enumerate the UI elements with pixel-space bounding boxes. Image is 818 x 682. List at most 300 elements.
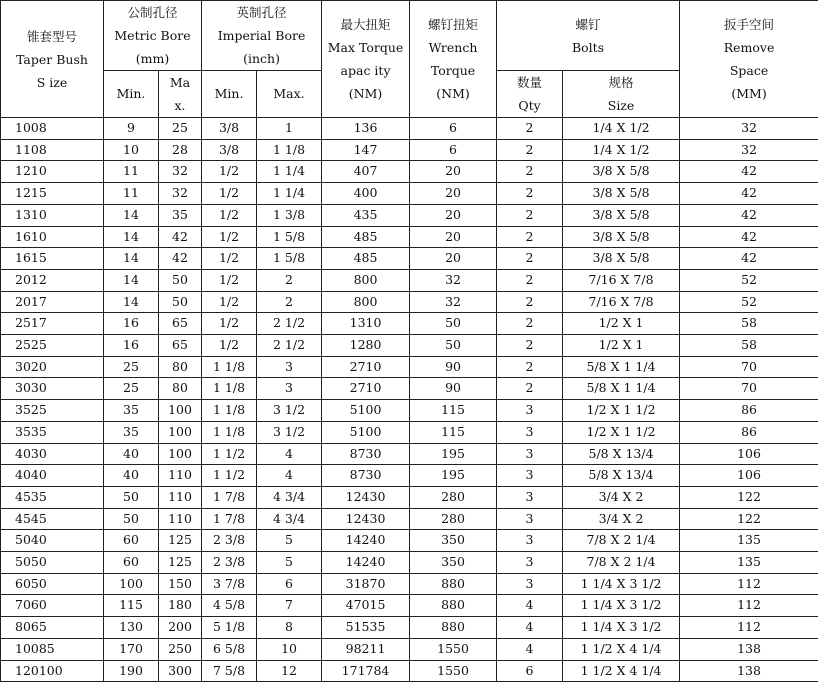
imperial-max-cell: 1 (257, 118, 322, 140)
imperial-max-cell: 5 (257, 552, 322, 574)
max-torque-cell: 407 (322, 161, 410, 183)
wrench-torque-cell: 90 (410, 378, 497, 400)
bush-size-cell: 2525 (1, 335, 104, 357)
imperial-max-cell: 3 1/2 (257, 400, 322, 422)
table-row (1, 183, 818, 205)
header-line: 公制孔径 (104, 1, 201, 24)
table-body (1, 118, 818, 682)
bolt-size-cell: 1/4 X 1/2 (563, 139, 680, 161)
bush-size-cell: 1310 (1, 204, 104, 226)
bolt-qty-cell: 3 (497, 421, 563, 443)
table-row (1, 335, 818, 357)
header-row-1 (1, 1, 818, 71)
header-line: 数量 (497, 71, 562, 94)
bush-size-cell: 5050 (1, 552, 104, 574)
wrench-torque-cell: 350 (410, 530, 497, 552)
metric-max-cell: 250 (159, 638, 202, 660)
metric-min-cell: 100 (104, 573, 159, 595)
bolt-size-cell: 3/8 X 5/8 (563, 226, 680, 248)
metric-min-cell: 50 (104, 508, 159, 530)
table-row (1, 530, 818, 552)
imperial-max-cell: 10 (257, 638, 322, 660)
max-torque-cell: 171784 (322, 660, 410, 682)
imperial-max-cell: 2 1/2 (257, 335, 322, 357)
bolt-qty-cell: 2 (497, 378, 563, 400)
header-line: 最大扭矩 (322, 13, 409, 36)
bolt-size-cell: 5/8 X 1 1/4 (563, 378, 680, 400)
max-torque-cell: 800 (322, 291, 410, 313)
wrench-torque-cell: 32 (410, 291, 497, 313)
wrench-torque-cell: 195 (410, 465, 497, 487)
header-max-torque (322, 1, 410, 118)
wrench-torque-cell: 50 (410, 313, 497, 335)
imperial-min-cell: 1 1/8 (202, 400, 257, 422)
bolt-qty-cell: 4 (497, 617, 563, 639)
header-imperial-min: Min. (202, 71, 257, 118)
bolt-size-cell: 5/8 X 13/4 (563, 465, 680, 487)
bush-size-cell: 6050 (1, 573, 104, 595)
imperial-min-cell: 3/8 (202, 118, 257, 140)
metric-min-cell: 11 (104, 161, 159, 183)
header-line: x. (159, 94, 201, 117)
bolt-qty-cell: 2 (497, 313, 563, 335)
bush-size-cell: 4040 (1, 465, 104, 487)
bolt-size-cell: 1 1/4 X 3 1/2 (563, 617, 680, 639)
imperial-min-cell: 1 1/8 (202, 378, 257, 400)
metric-max-cell: 65 (159, 313, 202, 335)
bolt-size-cell: 1/2 X 1 (563, 313, 680, 335)
header-line: 规格 (563, 71, 679, 94)
imperial-min-cell: 1/2 (202, 226, 257, 248)
remove-space-cell: 106 (680, 443, 818, 465)
header-line: Remove (680, 36, 818, 59)
header-line: 锥套型号 (1, 25, 103, 48)
table-row (1, 204, 818, 226)
bush-size-cell: 1615 (1, 248, 104, 270)
header-line: S ize (1, 71, 103, 94)
bush-size-cell: 2012 (1, 269, 104, 291)
metric-max-cell: 32 (159, 161, 202, 183)
remove-space-cell: 32 (680, 118, 818, 140)
table-row (1, 421, 818, 443)
metric-max-cell: 25 (159, 118, 202, 140)
metric-max-cell: 42 (159, 248, 202, 270)
metric-min-cell: 35 (104, 400, 159, 422)
bolt-qty-cell: 3 (497, 465, 563, 487)
metric-max-cell: 42 (159, 226, 202, 248)
table-row (1, 660, 818, 682)
wrench-torque-cell: 350 (410, 552, 497, 574)
imperial-max-cell: 2 (257, 269, 322, 291)
metric-max-cell: 32 (159, 183, 202, 205)
metric-min-cell: 115 (104, 595, 159, 617)
header-wrench-torque (410, 1, 497, 118)
metric-min-cell: 11 (104, 183, 159, 205)
bolt-size-cell: 1 1/4 X 3 1/2 (563, 595, 680, 617)
bolt-qty-cell: 2 (497, 118, 563, 140)
wrench-torque-cell: 20 (410, 248, 497, 270)
max-torque-cell: 98211 (322, 638, 410, 660)
header-bolts (497, 1, 680, 71)
bush-size-cell: 8065 (1, 617, 104, 639)
remove-space-cell: 70 (680, 378, 818, 400)
header-line: (NM) (322, 82, 409, 105)
metric-max-cell: 125 (159, 552, 202, 574)
metric-max-cell: 28 (159, 139, 202, 161)
bolt-size-cell: 7/8 X 2 1/4 (563, 530, 680, 552)
remove-space-cell: 52 (680, 269, 818, 291)
max-torque-cell: 2710 (322, 378, 410, 400)
imperial-min-cell: 1 1/8 (202, 421, 257, 443)
imperial-min-cell: 7 5/8 (202, 660, 257, 682)
max-torque-cell: 14240 (322, 530, 410, 552)
metric-max-cell: 100 (159, 400, 202, 422)
metric-max-cell: 100 (159, 421, 202, 443)
bolt-qty-cell: 2 (497, 139, 563, 161)
imperial-min-cell: 1/2 (202, 183, 257, 205)
metric-min-cell: 60 (104, 530, 159, 552)
bolt-size-cell: 1/2 X 1 1/2 (563, 421, 680, 443)
wrench-torque-cell: 50 (410, 335, 497, 357)
bolt-qty-cell: 3 (497, 552, 563, 574)
bolt-size-cell: 1 1/4 X 3 1/2 (563, 573, 680, 595)
remove-space-cell: 42 (680, 226, 818, 248)
metric-min-cell: 16 (104, 335, 159, 357)
wrench-torque-cell: 90 (410, 356, 497, 378)
remove-space-cell: 86 (680, 421, 818, 443)
imperial-max-cell: 4 (257, 443, 322, 465)
bolt-size-cell: 3/8 X 5/8 (563, 204, 680, 226)
header-line: Max Torque (322, 36, 409, 59)
header-line: (mm) (104, 47, 201, 70)
metric-max-cell: 110 (159, 508, 202, 530)
header-line: Size (563, 94, 679, 117)
imperial-max-cell: 2 (257, 291, 322, 313)
header-imperial-max: Max. (257, 71, 322, 118)
bush-size-cell: 3030 (1, 378, 104, 400)
table-row (1, 313, 818, 335)
metric-max-cell: 180 (159, 595, 202, 617)
bolt-qty-cell: 2 (497, 269, 563, 291)
max-torque-cell: 1310 (322, 313, 410, 335)
bolt-qty-cell: 3 (497, 508, 563, 530)
max-torque-cell: 1280 (322, 335, 410, 357)
metric-max-cell: 65 (159, 335, 202, 357)
imperial-max-cell: 3 1/2 (257, 421, 322, 443)
imperial-max-cell: 12 (257, 660, 322, 682)
header-line: Torque (410, 59, 496, 82)
max-torque-cell: 400 (322, 183, 410, 205)
max-torque-cell: 800 (322, 269, 410, 291)
table-row (1, 291, 818, 313)
header-line: Bolts (497, 36, 679, 59)
remove-space-cell: 42 (680, 248, 818, 270)
bolt-size-cell: 1/2 X 1 1/2 (563, 400, 680, 422)
imperial-min-cell: 3/8 (202, 139, 257, 161)
imperial-min-cell: 1/2 (202, 269, 257, 291)
metric-max-cell: 300 (159, 660, 202, 682)
imperial-max-cell: 3 (257, 356, 322, 378)
header-line: (NM) (410, 82, 496, 105)
imperial-min-cell: 2 3/8 (202, 552, 257, 574)
max-torque-cell: 5100 (322, 400, 410, 422)
imperial-min-cell: 6 5/8 (202, 638, 257, 660)
metric-min-cell: 10 (104, 139, 159, 161)
bush-size-cell: 1610 (1, 226, 104, 248)
bolt-qty-cell: 3 (497, 443, 563, 465)
metric-max-cell: 80 (159, 378, 202, 400)
metric-max-cell: 80 (159, 356, 202, 378)
table-row (1, 552, 818, 574)
wrench-torque-cell: 280 (410, 508, 497, 530)
imperial-max-cell: 4 (257, 465, 322, 487)
bush-size-cell: 120100 (1, 660, 104, 682)
table-row (1, 356, 818, 378)
imperial-max-cell: 4 3/4 (257, 508, 322, 530)
table-row (1, 638, 818, 660)
remove-space-cell: 135 (680, 552, 818, 574)
remove-space-cell: 106 (680, 465, 818, 487)
metric-min-cell: 14 (104, 248, 159, 270)
remove-space-cell: 58 (680, 313, 818, 335)
imperial-min-cell: 4 5/8 (202, 595, 257, 617)
metric-min-cell: 9 (104, 118, 159, 140)
imperial-min-cell: 1/2 (202, 313, 257, 335)
wrench-torque-cell: 115 (410, 400, 497, 422)
header-imperial-bore (202, 1, 322, 71)
remove-space-cell: 122 (680, 486, 818, 508)
imperial-max-cell: 7 (257, 595, 322, 617)
bush-size-cell: 1008 (1, 118, 104, 140)
max-torque-cell: 8730 (322, 465, 410, 487)
header-bolt-qty (497, 71, 563, 118)
header-line: (MM) (680, 82, 818, 105)
metric-min-cell: 130 (104, 617, 159, 639)
bolt-size-cell: 7/16 X 7/8 (563, 269, 680, 291)
metric-min-cell: 25 (104, 378, 159, 400)
bush-size-cell: 5040 (1, 530, 104, 552)
max-torque-cell: 51535 (322, 617, 410, 639)
metric-min-cell: 14 (104, 204, 159, 226)
bolt-size-cell: 3/8 X 5/8 (563, 183, 680, 205)
wrench-torque-cell: 880 (410, 573, 497, 595)
imperial-max-cell: 1 1/4 (257, 161, 322, 183)
imperial-max-cell: 8 (257, 617, 322, 639)
table-row (1, 378, 818, 400)
remove-space-cell: 70 (680, 356, 818, 378)
metric-min-cell: 16 (104, 313, 159, 335)
metric-min-cell: 14 (104, 291, 159, 313)
imperial-max-cell: 1 1/8 (257, 139, 322, 161)
bolt-qty-cell: 2 (497, 356, 563, 378)
metric-max-cell: 150 (159, 573, 202, 595)
metric-max-cell: 200 (159, 617, 202, 639)
metric-min-cell: 25 (104, 356, 159, 378)
imperial-min-cell: 2 3/8 (202, 530, 257, 552)
header-line: Taper Bush (1, 48, 103, 71)
wrench-torque-cell: 280 (410, 486, 497, 508)
bush-size-cell: 3535 (1, 421, 104, 443)
header-metric-max (159, 71, 202, 118)
remove-space-cell: 32 (680, 139, 818, 161)
header-line: Metric Bore (104, 24, 201, 47)
header-line: 英制孔径 (202, 1, 321, 24)
bolt-qty-cell: 2 (497, 183, 563, 205)
wrench-torque-cell: 20 (410, 183, 497, 205)
header-line: 螺钉扭矩 (410, 13, 496, 36)
bush-size-cell: 10085 (1, 638, 104, 660)
wrench-torque-cell: 1550 (410, 638, 497, 660)
bolt-size-cell: 1 1/2 X 4 1/4 (563, 638, 680, 660)
bolt-qty-cell: 2 (497, 161, 563, 183)
wrench-torque-cell: 6 (410, 118, 497, 140)
bush-size-cell: 3525 (1, 400, 104, 422)
header-line: 扳手空间 (680, 13, 818, 36)
metric-min-cell: 40 (104, 465, 159, 487)
remove-space-cell: 138 (680, 660, 818, 682)
max-torque-cell: 47015 (322, 595, 410, 617)
imperial-max-cell: 1 5/8 (257, 248, 322, 270)
imperial-min-cell: 1 1/2 (202, 443, 257, 465)
bolt-size-cell: 7/8 X 2 1/4 (563, 552, 680, 574)
metric-min-cell: 190 (104, 660, 159, 682)
imperial-min-cell: 1 7/8 (202, 486, 257, 508)
imperial-min-cell: 1/2 (202, 335, 257, 357)
remove-space-cell: 112 (680, 573, 818, 595)
bush-size-cell: 1108 (1, 139, 104, 161)
table-row (1, 508, 818, 530)
max-torque-cell: 12430 (322, 486, 410, 508)
header-line: Space (680, 59, 818, 82)
imperial-min-cell: 1 1/8 (202, 356, 257, 378)
bolt-size-cell: 7/16 X 7/8 (563, 291, 680, 313)
bolt-qty-cell: 4 (497, 595, 563, 617)
header-line: Wrench (410, 36, 496, 59)
imperial-min-cell: 1 1/2 (202, 465, 257, 487)
bolt-qty-cell: 2 (497, 204, 563, 226)
max-torque-cell: 147 (322, 139, 410, 161)
table-row (1, 617, 818, 639)
remove-space-cell: 138 (680, 638, 818, 660)
table-row (1, 161, 818, 183)
table-row (1, 595, 818, 617)
max-torque-cell: 5100 (322, 421, 410, 443)
metric-min-cell: 60 (104, 552, 159, 574)
remove-space-cell: 52 (680, 291, 818, 313)
metric-min-cell: 14 (104, 226, 159, 248)
remove-space-cell: 42 (680, 161, 818, 183)
table-row (1, 226, 818, 248)
bush-size-cell: 4535 (1, 486, 104, 508)
imperial-max-cell: 3 (257, 378, 322, 400)
imperial-max-cell: 1 5/8 (257, 226, 322, 248)
wrench-torque-cell: 6 (410, 139, 497, 161)
table-row (1, 248, 818, 270)
imperial-max-cell: 1 1/4 (257, 183, 322, 205)
imperial-min-cell: 1/2 (202, 204, 257, 226)
imperial-min-cell: 1/2 (202, 248, 257, 270)
bolt-qty-cell: 3 (497, 530, 563, 552)
max-torque-cell: 2710 (322, 356, 410, 378)
max-torque-cell: 136 (322, 118, 410, 140)
metric-min-cell: 50 (104, 486, 159, 508)
metric-max-cell: 100 (159, 443, 202, 465)
bolt-size-cell: 3/4 X 2 (563, 508, 680, 530)
wrench-torque-cell: 20 (410, 204, 497, 226)
max-torque-cell: 14240 (322, 552, 410, 574)
bolt-qty-cell: 6 (497, 660, 563, 682)
bolt-size-cell: 5/8 X 1 1/4 (563, 356, 680, 378)
header-bolt-size (563, 71, 680, 118)
header-line: Imperial Bore (202, 24, 321, 47)
metric-min-cell: 170 (104, 638, 159, 660)
wrench-torque-cell: 20 (410, 161, 497, 183)
wrench-torque-cell: 880 (410, 617, 497, 639)
table-row (1, 486, 818, 508)
bolt-qty-cell: 2 (497, 335, 563, 357)
imperial-min-cell: 3 7/8 (202, 573, 257, 595)
metric-max-cell: 50 (159, 291, 202, 313)
max-torque-cell: 31870 (322, 573, 410, 595)
header-remove-space (680, 1, 818, 118)
remove-space-cell: 42 (680, 183, 818, 205)
bolt-qty-cell: 2 (497, 226, 563, 248)
wrench-torque-cell: 32 (410, 269, 497, 291)
remove-space-cell: 58 (680, 335, 818, 357)
bush-size-cell: 2017 (1, 291, 104, 313)
bush-size-cell: 7060 (1, 595, 104, 617)
max-torque-cell: 435 (322, 204, 410, 226)
wrench-torque-cell: 880 (410, 595, 497, 617)
bush-size-cell: 4030 (1, 443, 104, 465)
header-metric-min: Min. (104, 71, 159, 118)
table-row (1, 139, 818, 161)
table-row (1, 573, 818, 595)
bolt-size-cell: 3/4 X 2 (563, 486, 680, 508)
wrench-torque-cell: 195 (410, 443, 497, 465)
imperial-min-cell: 1/2 (202, 161, 257, 183)
bush-size-cell: 1215 (1, 183, 104, 205)
header-metric-bore (104, 1, 202, 71)
bolt-qty-cell: 3 (497, 573, 563, 595)
table-row (1, 400, 818, 422)
imperial-max-cell: 5 (257, 530, 322, 552)
max-torque-cell: 12430 (322, 508, 410, 530)
bolt-size-cell: 3/8 X 5/8 (563, 248, 680, 270)
bolt-qty-cell: 3 (497, 400, 563, 422)
bush-size-cell: 4545 (1, 508, 104, 530)
metric-max-cell: 110 (159, 465, 202, 487)
table-row (1, 269, 818, 291)
bush-size-cell: 2517 (1, 313, 104, 335)
header-line: Qty (497, 94, 562, 117)
bolt-qty-cell: 2 (497, 291, 563, 313)
table-row (1, 118, 818, 140)
metric-max-cell: 35 (159, 204, 202, 226)
header-taper-bush-size (1, 1, 104, 118)
max-torque-cell: 485 (322, 226, 410, 248)
wrench-torque-cell: 1550 (410, 660, 497, 682)
table-row (1, 465, 818, 487)
imperial-max-cell: 6 (257, 573, 322, 595)
wrench-torque-cell: 20 (410, 226, 497, 248)
bolt-qty-cell: 2 (497, 248, 563, 270)
imperial-max-cell: 2 1/2 (257, 313, 322, 335)
bolt-qty-cell: 4 (497, 638, 563, 660)
wrench-torque-cell: 115 (410, 421, 497, 443)
remove-space-cell: 112 (680, 595, 818, 617)
bolt-size-cell: 3/8 X 5/8 (563, 161, 680, 183)
